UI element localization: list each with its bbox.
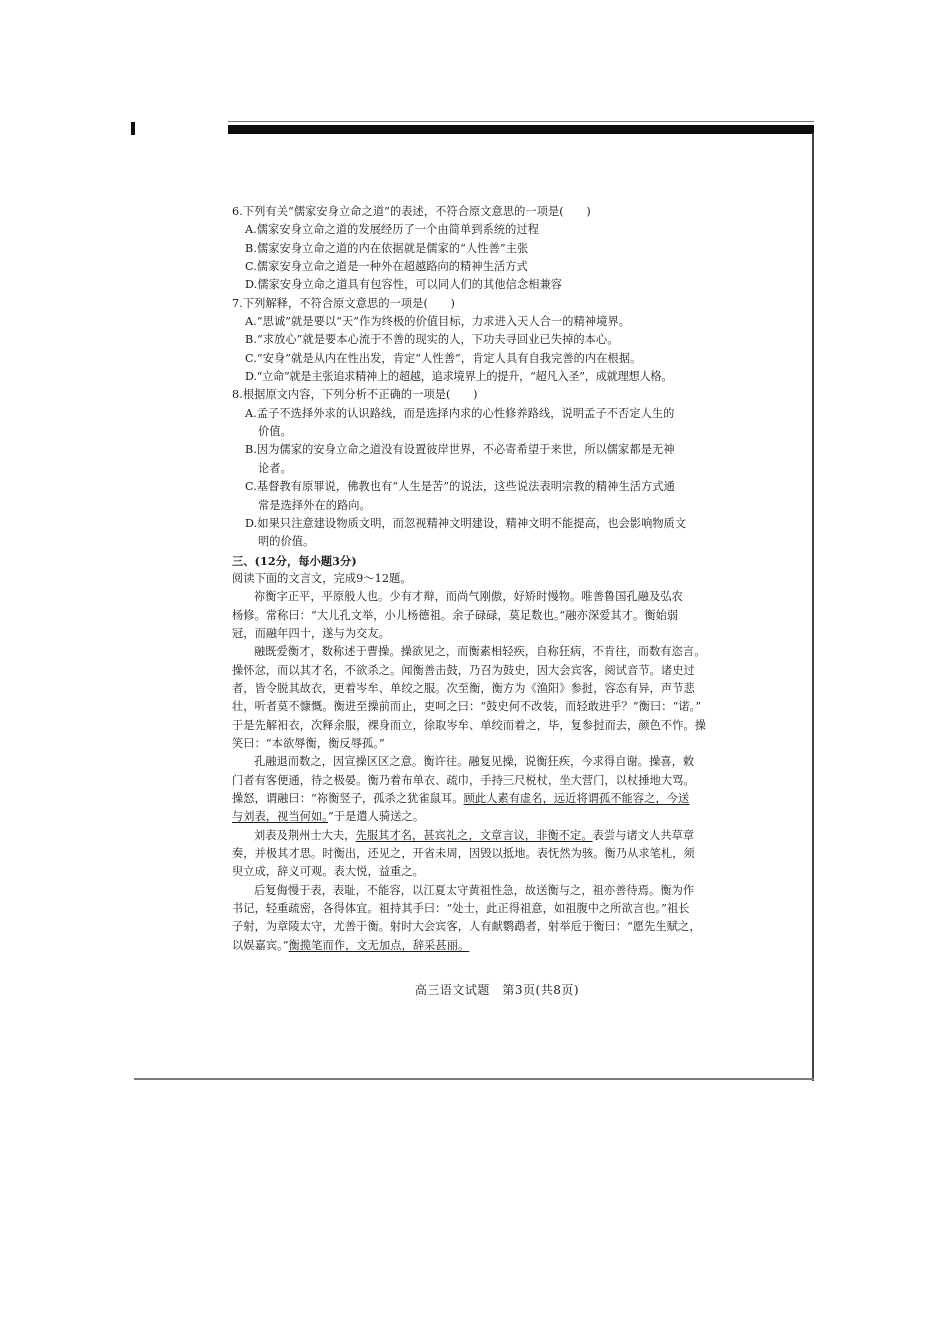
passage-text: 于是先解衵衣，次释余服，裸身而立，徐取岑牟、单绞而着之，毕，复参挝而去，颜色不怍。操 bbox=[232, 718, 707, 732]
option-a-continued: 价值。 bbox=[258, 425, 292, 439]
passage-line bbox=[232, 845, 762, 863]
page-footer: 高三语文试题 第3页(共8页) bbox=[414, 983, 580, 997]
passage-line bbox=[232, 827, 762, 845]
option-c: C.“安身”就是从内在性出发，肯定“人性善”，肯定人具有自我完善的内在根据。 bbox=[245, 351, 642, 365]
passage-text: 表尝与诸文人共草章 bbox=[592, 828, 695, 842]
option-b: B.“求放心”就是要本心流于不善的现实的人，下功夫寻回业已失掉的本心。 bbox=[245, 333, 619, 347]
passage-text: 融既爱衡才，数称述于曹操。操欲见之，而衡素相轻疾，自称狂病，不肯往，而数有恣言。 bbox=[254, 645, 706, 659]
passage-line bbox=[232, 662, 762, 680]
option-c-continued: 常是选择外在的路向。 bbox=[258, 498, 371, 512]
option-d: D.如果只注意建设物质文明，而忽视精神文明建设，精神文明不能提高，也会影响物质文 bbox=[245, 516, 687, 530]
passage-line bbox=[232, 607, 762, 625]
option-b: B.儒家安身立命之道的内在依据就是儒家的“人性善”主张 bbox=[245, 241, 529, 255]
passage-text: 孔融退而数之，因宣操区区之意。衡许往。融复见操，说衡狂疾，今求得自谢。操喜，敕 bbox=[254, 755, 695, 769]
question-7 bbox=[232, 295, 762, 387]
section-heading: 三、(12分，每小题3分) bbox=[232, 553, 357, 568]
bottom-rule bbox=[134, 1078, 814, 1080]
passage-text: 子射，为章陵太守，尤善于衡。射时大会宾客，人有献鹦鹉者，射举卮于衡曰：“愿先生赋之， bbox=[232, 920, 701, 934]
passage-text: 壮，听者莫不慷慨。衡进至操前而止，吏呵之曰：“鼓史何不改装，而轻敢进乎？”衡曰：“诺。” bbox=[232, 700, 702, 714]
question-stem: 7.下列解释，不符合原文意思的一项是( ) bbox=[232, 296, 455, 310]
passage-line bbox=[232, 882, 762, 900]
binding-margin-mark bbox=[131, 122, 135, 135]
classical-passage bbox=[232, 588, 762, 955]
option-d: D.儒家安身立命之道具有包容性，可以同人们的其他信念相兼容 bbox=[245, 278, 563, 292]
question-stem: 6.下列有关“儒家安身立命之道”的表述，不符合原文意思的一项是( ) bbox=[232, 205, 591, 218]
underlined-sentence: 衡揽笔而作，文无加点，辞采甚丽。 bbox=[288, 938, 470, 952]
option-a: A.孟子不选择外求的认识路线，而是选择内求的心性修养路线，说明孟子不否定人生的 bbox=[245, 406, 675, 420]
passage-text: 门者有客便通，待之极晏。衡乃着布单衣、疏巾，手持三尺棁杖，坐大营门，以杖捶地大骂。 bbox=[232, 773, 695, 787]
option-b: B.因为儒家的安身立命之道没有设置彼岸世界，不必寄希望于来世，所以儒家都是无神 bbox=[245, 443, 675, 457]
passage-line bbox=[232, 698, 762, 716]
passage-text: 祢衡字正平，平原般人也。少有才辩，而尚气刚傲，好矫时慢物。唯善鲁国孔融及弘农 bbox=[254, 590, 683, 604]
passage-text: 奏，并极其才思。时衡出，还见之，开省未周，因毁以抵地。表怃然为骇。衡乃从求笔札，须 bbox=[232, 847, 695, 861]
passage-text: 冠，而融年四十，遂与为交友。 bbox=[232, 626, 391, 640]
passage-line bbox=[232, 680, 762, 698]
passage-line bbox=[232, 790, 762, 808]
underlined-sentence: 先服其才名，甚宾礼之，文章言议，非衡不定。 bbox=[355, 828, 593, 842]
passage-text: 书记，轻重疏密，各得体宜。祖持其手曰：“处士，此正得祖意，如祖腹中之所欲言也。”祖长 bbox=[232, 902, 690, 916]
passage-line bbox=[232, 717, 762, 735]
passage-line bbox=[232, 900, 762, 918]
passage-line bbox=[232, 588, 762, 606]
passage-line bbox=[232, 735, 762, 753]
section-instruction: 阅读下面的文言文，完成9～12题。 bbox=[232, 571, 412, 585]
top-rule-thin bbox=[228, 121, 814, 122]
page-right-edge bbox=[812, 133, 814, 1081]
passage-line bbox=[232, 918, 762, 936]
option-a: A.“思诚”就是要以“天”作为终极的价值目标，力求进入天人合一的精神境界。 bbox=[245, 315, 631, 329]
passage-text: 者，皆令脱其故衣，更着岑牟、单绞之服。次至衡，衡方为《渔阳》参挝，容态有异，声节悲 bbox=[232, 681, 695, 695]
passage-text: 刘表及荆州士大夫， bbox=[254, 828, 356, 842]
question-8 bbox=[232, 386, 762, 551]
option-a: A.儒家安身立命之道的发展经历了一个由简单到系统的过程 bbox=[245, 223, 540, 237]
passage-text: 以娱嘉宾。” bbox=[232, 938, 289, 952]
underlined-sentence: 顾此人素有虚名，远近将谓孤不能容之，今送 bbox=[463, 792, 690, 805]
passage-line bbox=[232, 772, 762, 790]
passage-text: ”于是遣人骑送之。 bbox=[328, 810, 425, 824]
exam-content bbox=[232, 203, 762, 955]
passage-line bbox=[232, 863, 762, 881]
passage-text: 杨修。常称曰：“大儿孔文举，小儿杨德祖。余子碌碌，莫足数也。”融亦深爱其才。衡始弱 bbox=[232, 608, 679, 622]
option-d: D.“立命”就是主张追求精神上的超越，追求境界上的提升，“超凡入圣”，成就理想人格。 bbox=[245, 370, 673, 384]
passage-text: 臾立成，辞义可观。表大悦，益重之。 bbox=[232, 865, 424, 879]
question-stem: 8.根据原文内容，下列分析不正确的一项是( ) bbox=[232, 388, 478, 402]
underlined-sentence: 与刘表，视当何如。 bbox=[232, 810, 328, 824]
option-b-continued: 论者。 bbox=[258, 461, 292, 475]
option-c: C.基督教有原罪说，佛教也有“人生是苦”的说法，这些说法表明宗教的精神生活方式通 bbox=[245, 480, 675, 494]
passage-text: 操怀忿，而以其才名，不欲杀之。闻衡善击鼓，乃召为鼓史，因大会宾客，阅试音节。诸史过 bbox=[232, 663, 695, 677]
passage-line bbox=[232, 753, 762, 771]
passage-line bbox=[232, 937, 762, 955]
option-c: C.儒家安身立命之道是一种外在超越路向的精神生活方式 bbox=[245, 260, 528, 274]
passage-line bbox=[232, 808, 762, 826]
passage-text: 笑曰：“本欲辱衡，衡反辱孤。” bbox=[232, 736, 385, 750]
option-d-continued: 明的价值。 bbox=[258, 535, 315, 549]
passage-text: 操怒，谓融曰：“祢衡竖子，孤杀之犹雀鼠耳。 bbox=[232, 792, 464, 805]
passage-text: 后复侮慢于表，表耻，不能容，以江夏太守黄祖性急，故送衡与之，祖亦善待焉。衡为作 bbox=[254, 883, 695, 897]
question-6 bbox=[232, 203, 762, 295]
passage-line bbox=[232, 625, 762, 643]
passage-line bbox=[232, 643, 762, 661]
top-rule bbox=[228, 125, 814, 134]
